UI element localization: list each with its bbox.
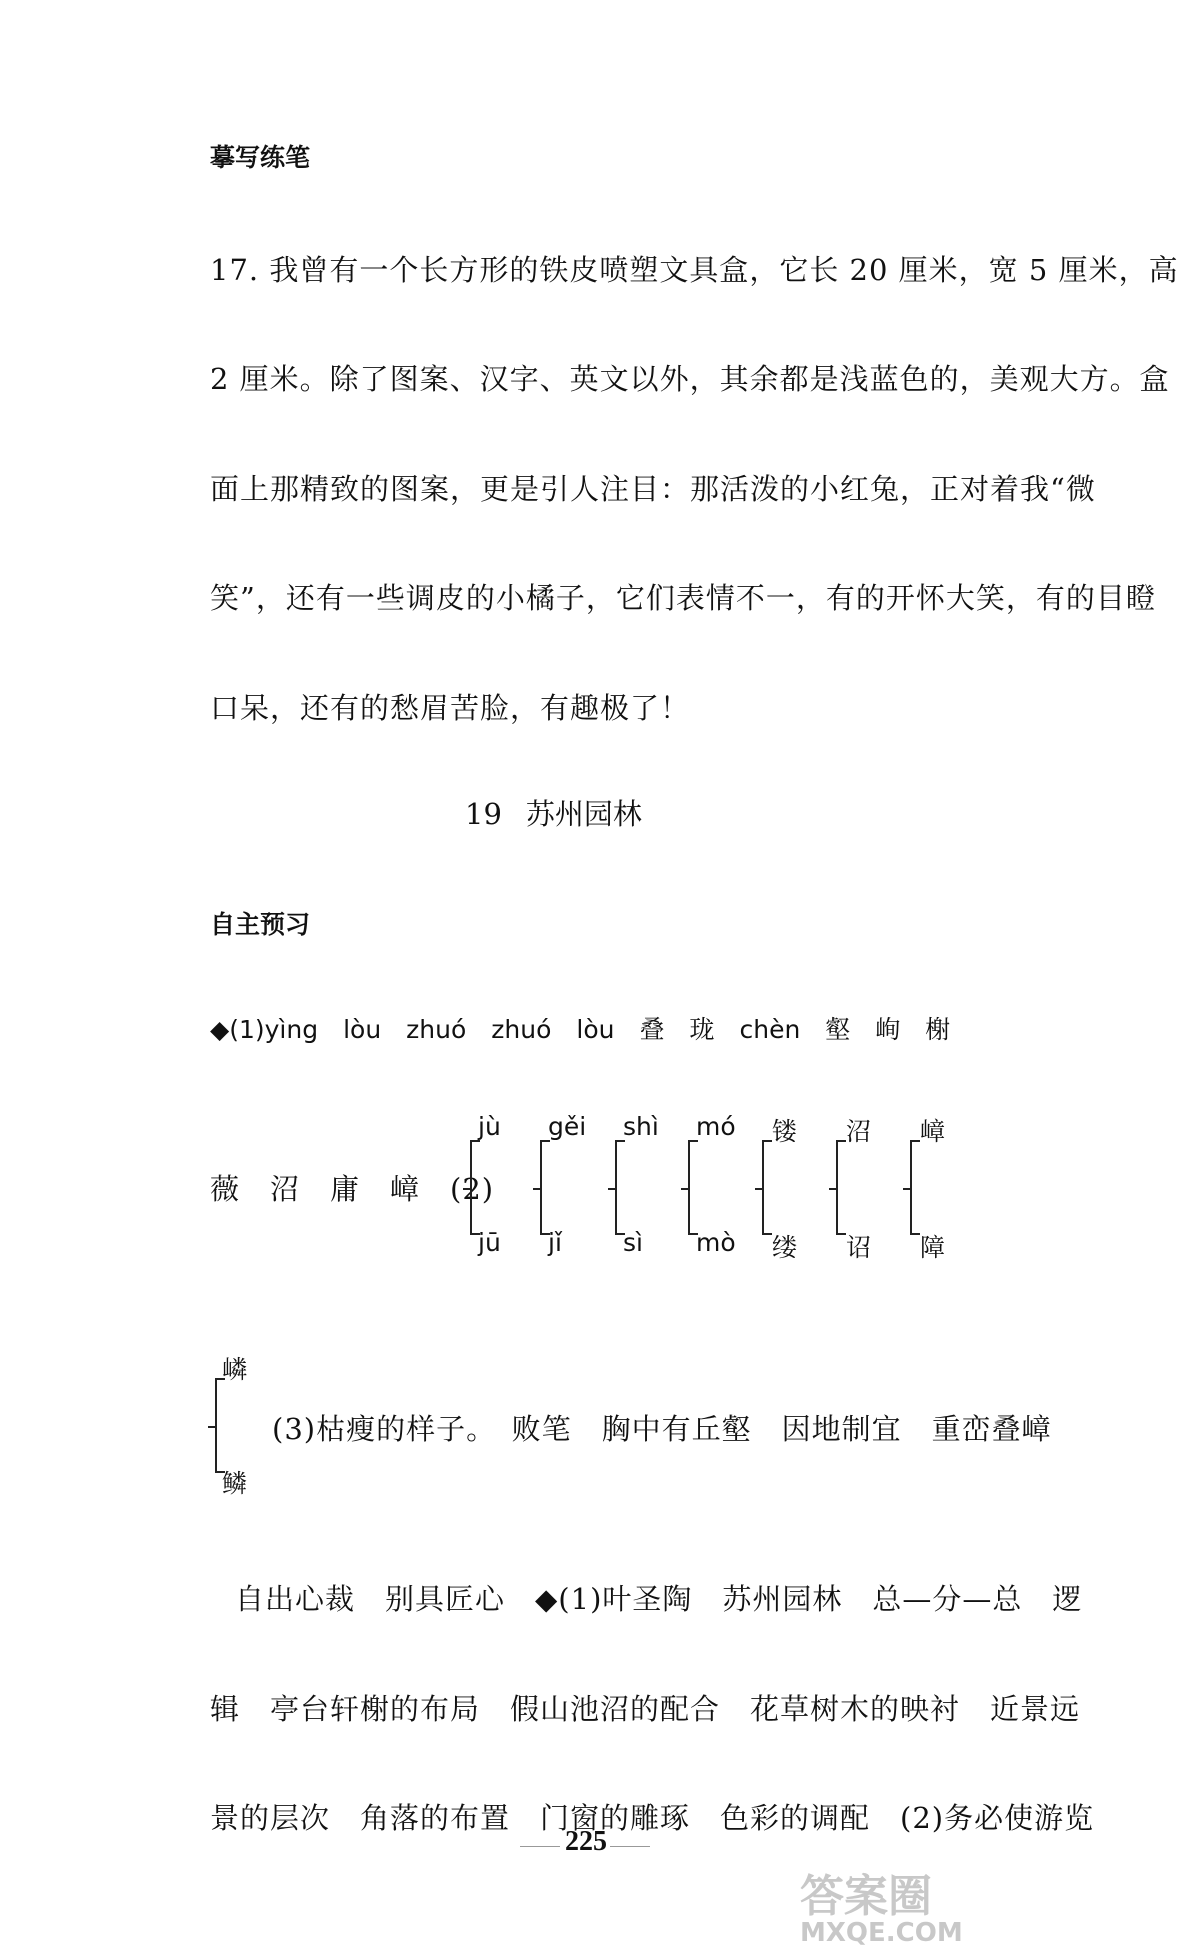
pair-bottom: jǐ <box>548 1228 562 1257</box>
pair-bottom: 鳞 <box>222 1469 248 1498</box>
passage-line: 2 厘米。除了图案、汉字、英文以外，其余都是浅蓝色的，美观大方。盒 <box>210 362 1170 396</box>
pair-top: gěi <box>548 1112 587 1141</box>
brace <box>470 1140 472 1235</box>
section-heading-zizhu: 自主预习 <box>210 910 311 939</box>
brace <box>762 1140 764 1235</box>
pair-bottom: jū <box>478 1228 501 1257</box>
pair-top: shì <box>623 1112 659 1141</box>
answer-row-2-prefix: 薇 沼 庸 嶂 (2) <box>210 1172 495 1206</box>
pair-bottom: 缕 <box>772 1233 798 1262</box>
pair-top: 嶙 <box>222 1355 248 1384</box>
pair-top: 嶂 <box>920 1117 946 1146</box>
passage-line: 笑”，还有一些调皮的小橘子，它们表情不一，有的开怀大笑，有的目瞪 <box>210 581 1156 615</box>
answer-row-5: 辑 亭台轩榭的布局 假山池沼的配合 花草树木的映衬 近景远 <box>210 1692 1081 1726</box>
pair-bottom: 诏 <box>846 1233 872 1262</box>
pair-top: mó <box>696 1112 736 1141</box>
passage-line: 17. 我曾有一个长方形的铁皮喷塑文具盒，它长 20 厘米，宽 5 厘米，高 <box>210 253 1179 287</box>
pair-top: 镂 <box>772 1117 798 1146</box>
answer-row-3-text: (3)枯瘦的样子。 败笔 胸中有丘壑 因地制宜 重峦叠嶂 <box>272 1412 1052 1446</box>
watermark-logo: 答案圈 <box>800 1871 932 1922</box>
section-heading-moxie: 摹写练笔 <box>210 143 311 172</box>
lesson-name: 苏州园林 <box>525 797 642 831</box>
passage-line: 面上那精致的图案，更是引人注目：那活泼的小红兔，正对着我“微 <box>210 472 1096 506</box>
passage-line: 口呆，还有的愁眉苦脸，有趣极了！ <box>210 691 691 725</box>
brace <box>215 1378 217 1473</box>
brace <box>615 1140 617 1235</box>
answer-row-6: 景的层次 角落的布置 门窗的雕琢 色彩的调配 (2)务必使游览 <box>210 1801 1095 1835</box>
answer-row-1: ◆(1)yìng lòu zhuó zhuó lòu 叠 珑 chèn 壑 峋 榭 <box>210 1015 951 1044</box>
pair-top: 沼 <box>846 1117 872 1146</box>
pair-top: jù <box>478 1112 501 1141</box>
brace <box>836 1140 838 1235</box>
lesson-number: 19 <box>465 797 502 831</box>
brace <box>540 1140 542 1235</box>
pair-bottom: 障 <box>920 1233 946 1262</box>
lesson-title <box>465 792 642 833</box>
brace <box>688 1140 690 1235</box>
page-number-dash-right <box>610 1846 650 1847</box>
pair-bottom: mò <box>696 1228 736 1257</box>
page-number-dash-left <box>520 1846 560 1847</box>
answer-row-4: 自出心裁 别具匠心 ◆(1)叶圣陶 苏州园林 总—分—总 逻 <box>235 1582 1083 1616</box>
watermark-url: MXQE.COM <box>800 1918 963 1948</box>
brace <box>910 1140 912 1235</box>
page-number: 225 <box>565 1826 607 1857</box>
pair-bottom: sì <box>623 1228 643 1257</box>
